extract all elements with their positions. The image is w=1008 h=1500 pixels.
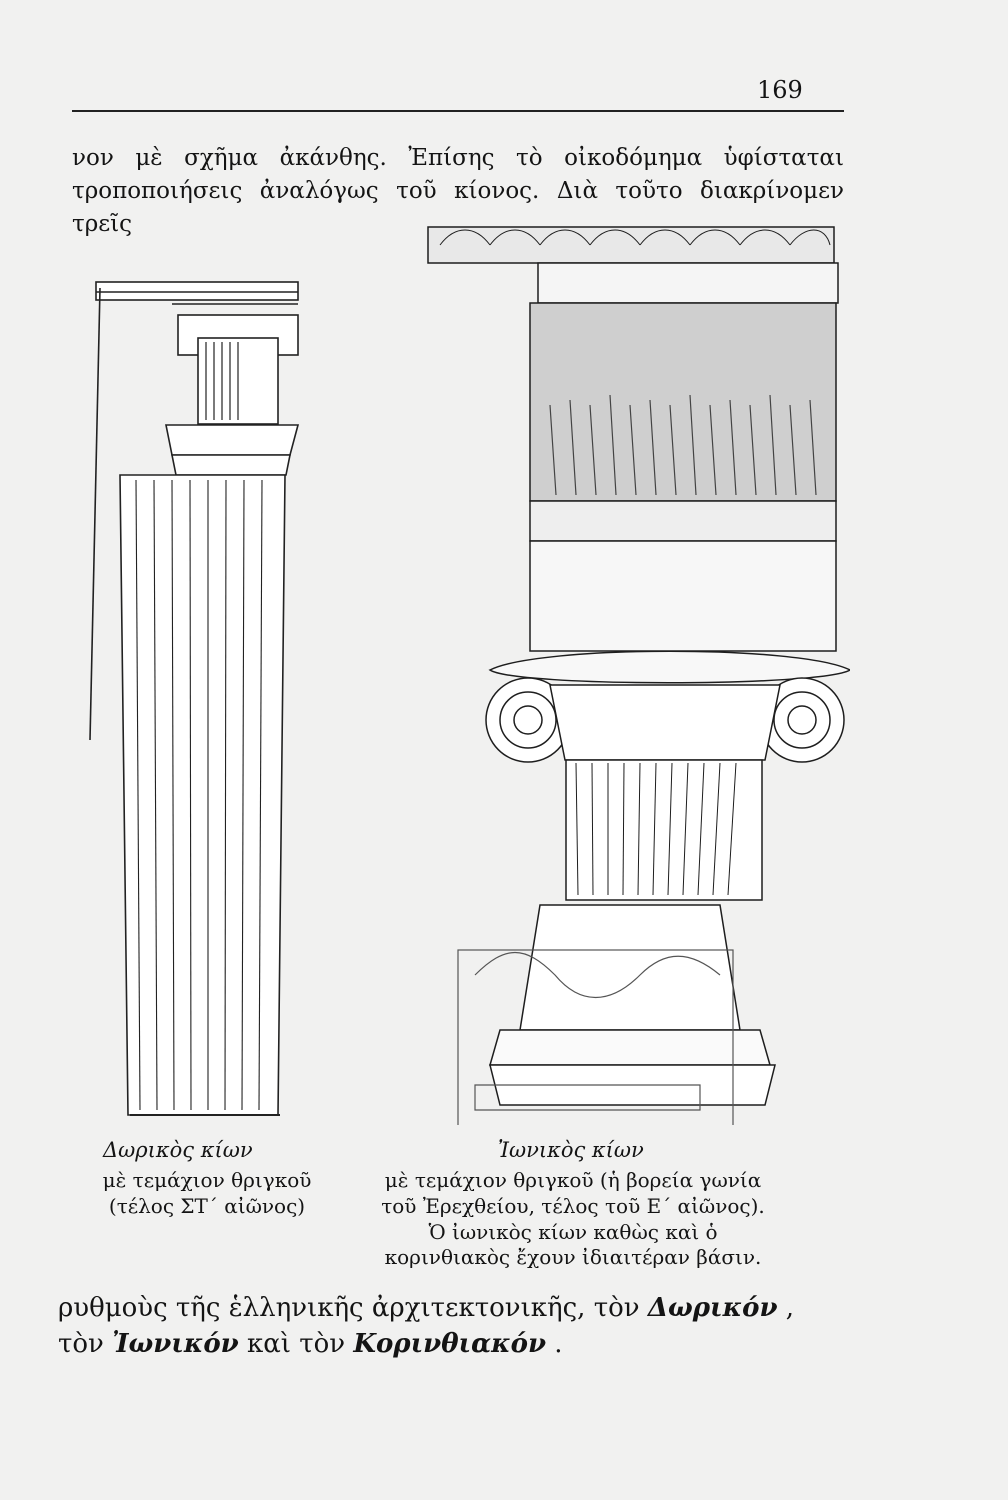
bottom-mid: , τὸν [58,1293,795,1359]
header-rule [72,110,844,112]
ionic-column-figure [420,215,850,1125]
doric-caption-line2: (τέλος ΣΤ΄ αἰῶνος) [108,1194,306,1218]
bottom-end: . [554,1329,563,1359]
top-paragraph: νον μὲ σχῆμα ἀκάνθης. Ἐπίσης τὸ οἰκοδόμημα ὑφίσταται τροποποιήσεις ἀναλόγως τοῦ κίονος. Διὰ τοῦτο διακρίνομεν τρεῖς [72,145,844,237]
doric-caption-title: Δωρικὸς κίων [103,1138,253,1162]
bottom-prefix: ρυθμοὺς τῆς ἑλληνικῆς ἀρχιτεκτονικῆς, τὸν [58,1293,648,1323]
corinthian-term: Κορινθιακόν [353,1329,547,1359]
ionic-term: Ἰωνικόν [112,1329,239,1359]
bottom-paragraph [58,1290,848,1362]
doric-column-drawing [80,270,300,1130]
ionic-caption-title: Ἰωνικὸς κίων [498,1138,644,1162]
ionic-caption-line1: μὲ τεμάχιον θριγκοῦ (ἡ βορεία γωνία [384,1168,762,1192]
ionic-caption-line3: Ὁ ἰωνικὸς κίων καθὼς καὶ ὁ κορινθιακὸς ἔχουν ἰδιαιτέραν βάσιν. [384,1220,762,1269]
bottom-and: καὶ τὸν [246,1329,354,1359]
doric-column-figure [80,270,300,1130]
doric-term: Δωρικόν [647,1293,778,1323]
doric-caption-line1: μὲ τεμάχιον θριγκοῦ [102,1168,312,1192]
ionic-column-drawing [420,215,850,1125]
ionic-caption-line2: τοῦ Ἐρεχθείου, τέλος τοῦ Ε΄ αἰῶνος). [381,1194,765,1218]
page-number: 169 [757,76,803,104]
